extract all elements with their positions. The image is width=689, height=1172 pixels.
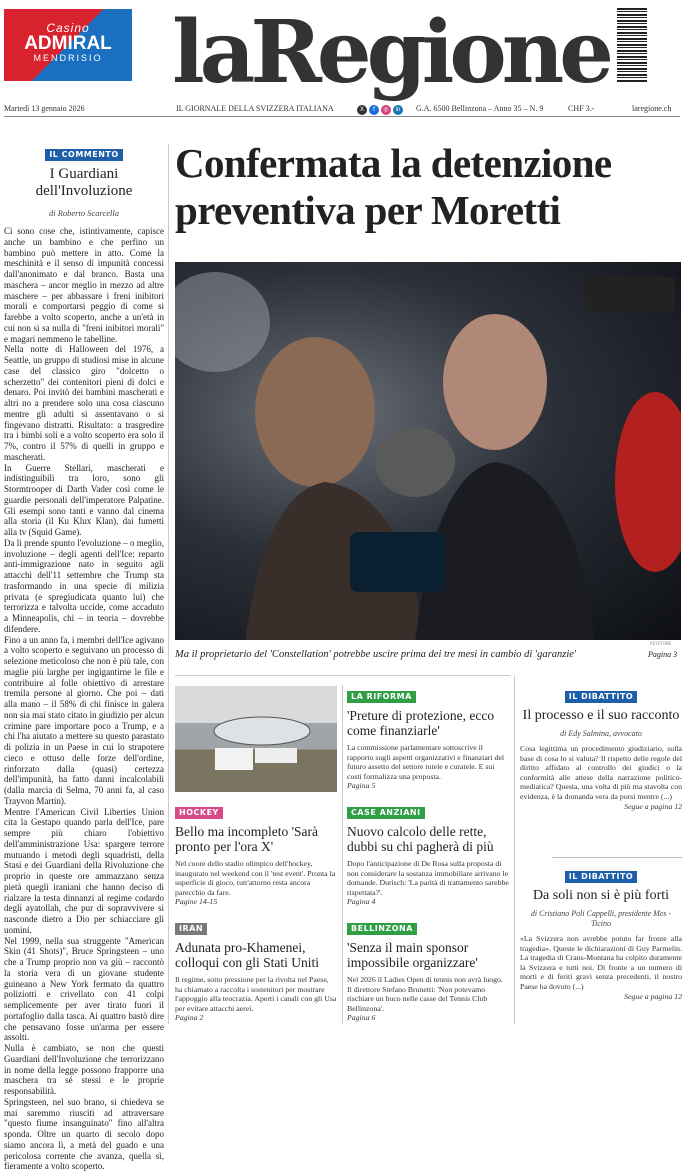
paragraph: Fino a un anno fa, i membri dell'Ice agivano a volto scoperto e seguivano un processo di selezione meticoloso che non è più tale, con maglie più larghe per ingigantirne le file e contribuire al folle obiettivo di arrestare tremila persone al giorno. Che poi – dati alla mano – il 58% di chi finisce in galera non sia mai stato citato in giudizio per alcun crimine pare importare poco a Trump, e a chi l'ha aiutato a mettere su questo parastato di polizia in un Paese in cui lo strapotere cieco e ottuso delle forze dell'ordine, rinforzato dalla (quasi) certezza dell'impunità, ha fatto danni incalcolabili (dalla marcia di Selma, 70 anni fa, al caso Trayvon Martin). [4, 634, 164, 806]
column-divider [168, 144, 169, 1024]
paragraph: Da lì prende spunto l'evoluzione – o meglio, involuzione – degli agenti dell'Ice: reparto anti-immigrazione nato in seguito agli attacchi dell'11 settembre che Trump sta trasformando in una specie di milizia privata (e spregiudicata quanto lui) che terrorizza e talvolta uccide, come accaduto a Minneapolis, chi – in teoria – dovrebbe difendere. [4, 537, 164, 634]
comment-body [4, 226, 164, 1172]
debate-processo[interactable] [520, 686, 682, 811]
page-reference[interactable]: Pagine 14-15 [175, 897, 218, 907]
ad-line: Casino [46, 21, 90, 35]
ad-location: MENDRISIO [33, 53, 103, 63]
stadium-illustration [175, 686, 337, 792]
woman-head [255, 337, 375, 487]
masthead-divider [4, 116, 680, 117]
comment-column [4, 144, 164, 1172]
debate-title[interactable]: Il processo e il suo racconto [522, 708, 680, 723]
debate-text: Cosa legittima un procedimento giudiziario, sulla base di cosa lo si valuta? Il rispetto delle regole del diritto affidato al controllo dei giudici o la conformità alle attese della narrazione politico-mediatica? Questa, una volta di più ma stavolta con evidenza, è la domanda vera da porsi mentre (...) [520, 744, 682, 801]
section-tag: IL DIBATTITO [565, 871, 637, 883]
issue-date: Martedì 13 gennaio 2026 [4, 104, 85, 113]
paragraph: Nulla è cambiato, se non che questi Guardiani dell'Involuzione che terrorizzano in nome della legge possono frapporre una maschera tra sé stessi e le proprie responsabilità. [4, 1043, 164, 1096]
story-text: La commissione parlamentare sottoscrive il rapporto sugli aspetti organizzativi e finanziari del futuro assetto del settore tutele e curatele. E sui costi formalizza una proposta. [347, 743, 505, 781]
microphone [375, 427, 455, 497]
phone [350, 532, 445, 592]
website-link[interactable]: laregione.ch [632, 104, 672, 113]
page-reference[interactable]: Pagina 2 [175, 1013, 204, 1023]
paragraph: Springsteen, nel suo brano, si chiedeva se mai saremmo riusciti ad attraversare "questo fiume insanguinato" fino all'altra sponda. Oltre un quarto di secolo dopo siamo ancora lì, a metà del guado e una pericolosa corrente che avanza, quella sì, fieramente a volto scoperto. [4, 1096, 164, 1172]
column-divider [342, 685, 343, 1024]
stadium-photo[interactable] [175, 686, 337, 792]
red-jacket [615, 392, 681, 572]
facebook-icon[interactable]: f [369, 105, 379, 115]
comment-title[interactable]: I Guardiani dell'Involuzione [35, 166, 133, 199]
paragraph: Nella notte di Halloween del 1976, a Seattle, un gruppo di studiosi mise in alcune case del classico giro "dolcetto o scherzetto" dei contenitori pieni di dolci e denaro. Poi invitò dei bambini mascherati e altri no a prendere solo una cosa ciascuno mentre gli adulti si assentavano o si fingevano distratti. Risultato: a trasgredire tra i bimbi soli e a volto scoperto era solo il 7%, contro il 57% di quelli in gruppo e mascherati. [4, 344, 164, 462]
page-reference[interactable]: Segue a pagina 12 [624, 991, 682, 1001]
camera [585, 277, 675, 312]
story-title[interactable]: 'Preture di protezione, ecco come finanziarle' [347, 708, 495, 738]
x-icon[interactable]: X [357, 105, 367, 115]
comment-author: di Roberto Scarcella [48, 208, 120, 218]
story-text: Nel 2026 il Ladies Open di tennis non avrà luogo. Il direttore Stefano Brunetti: 'Non potevamo rischiare un buco nelle casse del Tennis Club Bellinzona'. [347, 975, 503, 1013]
man-head [443, 314, 547, 450]
story-text: Il regime, sotto pressione per la rivolta nel Paese, ha chiamato a raccolta i sostenitori per mostrare l'appoggio alla teocrazia. Aperti i canali con gli Usa per evitare attacchi aerei. [175, 975, 337, 1013]
story-title[interactable]: Adunata pro-Khamenei, colloqui con gli Stati Uniti [175, 940, 319, 970]
paragraph: Nel 1999, nella sua struggente "American Skin (41 Shots)", Bruce Springsteen – uno che a Trump proprio non va giù – raccontò la storia vera di un giovane studente guineano a New York fermato da quattro poliziotti e crivellato con 41 colpi semplicemente per aver tirato fuori il portafoglio dalla tasca. Ai quattro bastò dire che pensavano fosse un'arma per essere assolti. [4, 935, 164, 1043]
divider [552, 857, 682, 858]
tagline: IL GIORNALE DELLA SVIZZERA ITALIANA [176, 104, 334, 113]
price: CHF 3.- [568, 104, 595, 113]
story-riforma[interactable] [347, 686, 509, 791]
instagram-icon[interactable]: ◎ [381, 105, 391, 115]
story-title[interactable]: Bello ma incompleto 'Sarà pronto per l'ora X' [175, 824, 319, 854]
masthead-logo[interactable]: laRegione [172, 2, 609, 103]
ad-brand: ADMIRAL [24, 33, 112, 54]
lead-headline[interactable]: Confermata la detenzione preventiva per Moretti [175, 140, 612, 233]
story-text: Dopo l'anticipazione di De Rosa sulla proposta di non considerare la sostanza immobiliare arrivano le domande. Durisch: 'La parità di trattamento sarebbe rispettata?'. [347, 859, 509, 897]
section-tag: IL COMMENTO [45, 149, 122, 161]
divider [175, 675, 510, 676]
casino-admiral-ad[interactable] [4, 9, 132, 81]
page-reference[interactable]: Pagina 4 [347, 897, 376, 907]
section-tag: IL DIBATTITO [565, 691, 637, 703]
debate-author: di Cristiano Poli Cappelli, presidente Mes - Ticino [530, 909, 672, 928]
debate-title[interactable]: Da soli non si è più forti [532, 888, 670, 903]
page-reference[interactable]: Segue a pagina 12 [624, 801, 682, 811]
paragraph: In Guerre Stellari, mascherati e indistinguibili tra loro, sono gli Stormtrooper di Darth Vader così come le guardie personali dell'imperatore Palpatine. Gli esempi sono tanti e vanno dal cinema alla storia (il Ku Klux Klan), dai fumetti alla tv (Squid Game). [4, 462, 164, 537]
page-reference[interactable]: Pagina 3 [648, 650, 678, 659]
debate-da-soli[interactable] [520, 866, 682, 1001]
story-iran[interactable] [175, 918, 337, 1023]
story-hockey[interactable] [175, 802, 337, 907]
paragraph: Ci sono cose che, istintivamente, capisce anche un bambino e che perfino un bambino può mettere in atto. Come la meschinità e il senso di impunità concessi dall'anonimato e dal branco. Basta una maschera – ancor meglio in mezzo ad altre maschere – per abbassare i freni inibitori morali e comportarsi peggio di come si farebbe a volto scoperto, anche a un'età in cui non si sa nulla di "freni inibitori morali" e magari nemmeno le tabelline. [4, 226, 164, 344]
story-title[interactable]: 'Senza il main sponsor impossibile organizzare' [347, 940, 478, 970]
section-tag: CASE ANZIANI [347, 807, 425, 819]
debate-author: di Edy Salmina, avvocato [560, 729, 642, 738]
section-tag: LA RIFORMA [347, 691, 416, 703]
page-reference[interactable]: Pagina 6 [347, 1013, 376, 1023]
story-title[interactable]: Nuovo calcolo delle rette, dubbi su chi pagherà di più [347, 824, 494, 854]
lead-caption: Ma il proprietario del 'Constellation' potrebbe uscire prima dei tre mesi in cambio di 'garanzie' [175, 649, 577, 660]
story-text: Nel cuore dello stadio olimpico dell'hockey, inaugurato nel weekend con il 'test event'. Pronta la superficie di gioco, tutt'attorno resta ancora parecchio da fare. [175, 859, 336, 897]
column-divider [514, 675, 515, 1024]
paragraph: Mentre l'American Civil Liberties Union cita la Gestapo quando parla dell'Ice, pare sempre più chiaro l'obiettivo dell'amministrazione Usa: spargere terrore mutuando i metodi degli squadristi, della Stasi e dei Guardiani della Rivoluzione che proprio in queste ore ammazzano senza pietà quegli iraniani che hanno deciso di rialzare la testa dinnanzi al regime codardo degli ayatollah, che pur di sopravvivere si nasconde dietro a Dio per schiacciare gli uomini. [4, 806, 164, 935]
story-bellinzona[interactable] [347, 918, 509, 1023]
photo-illustration [175, 262, 681, 640]
blur-light [175, 272, 270, 372]
barcode [617, 8, 647, 83]
lead-photo[interactable] [175, 262, 681, 640]
page-reference[interactable]: Pagina 5 [347, 781, 376, 791]
section-tag: HOCKEY [175, 807, 223, 819]
edition-info: G.A. 6500 Bellinzona – Anno 35 – N. 9 [416, 104, 544, 113]
photo-credit: KEYSTONE [650, 641, 672, 646]
debate-text: «La Svizzera non avrebbe potuto far fronte alla tragedia». Queste le dichiarazioni di Guy Parmelin. La tragedia di Crans-Montana ha colpito duramente la Svizzera e tutti noi. Di fronte a un numero di morti e di feriti gravi senza precedenti, il nostro Paese ha dovuto (...) [520, 934, 682, 991]
linkedin-icon[interactable]: in [393, 105, 403, 115]
story-case-anziani[interactable] [347, 802, 509, 907]
section-tag: BELLINZONA [347, 923, 417, 935]
section-tag: IRAN [175, 923, 207, 935]
